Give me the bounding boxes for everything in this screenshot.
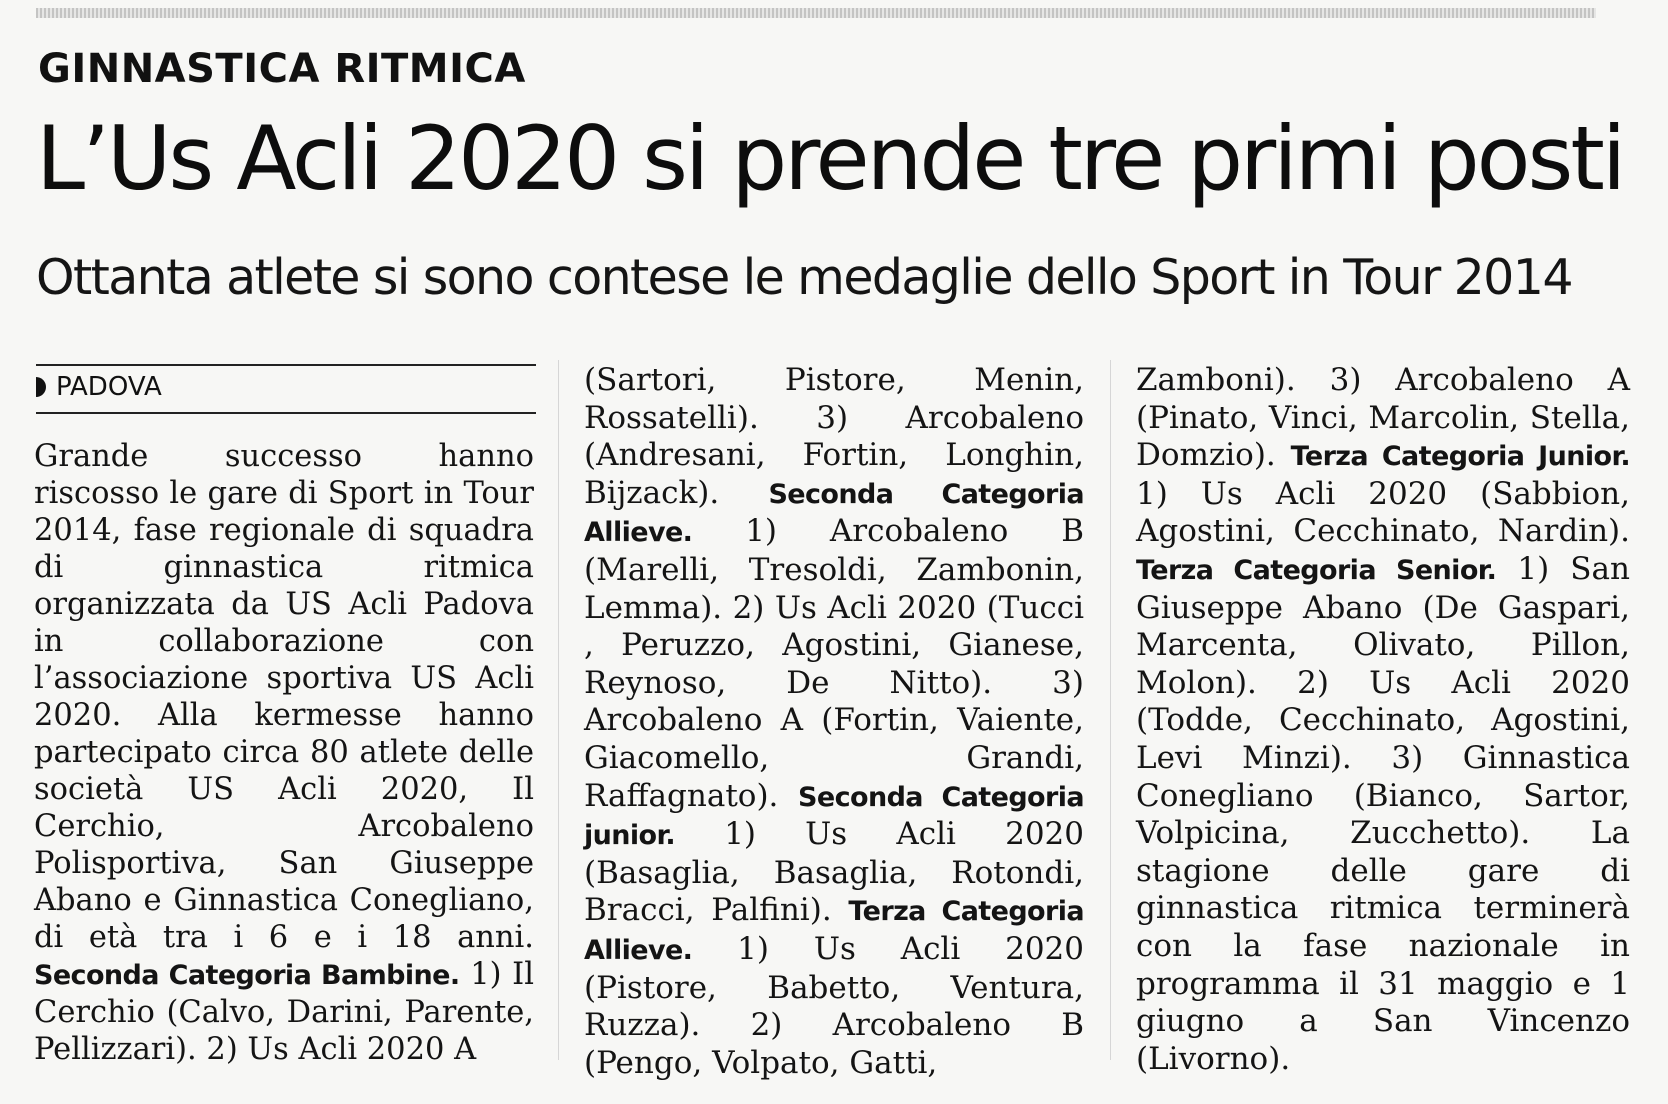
category-results: 1) Us Acli 2020 (Sabbion, Agostini, Cecchinato, Nardin).: [1136, 475, 1630, 550]
category-results: 1) Us Acli 2020 (Pistore, Babetto, Ventura, Ruzza). 2) Arcobaleno B (Pengo, Volpato, Gatti,: [584, 930, 1084, 1081]
subheadline: Ottanta atlete si sono contese le medaglie dello Sport in Tour 2014: [36, 249, 1572, 306]
dateline-marker-icon: [36, 377, 46, 397]
category-heading: Seconda Categoria Allieve.: [584, 478, 1084, 549]
article-column-3: [1136, 362, 1630, 1078]
category-heading: Terza Categoria Allieve.: [584, 896, 1084, 966]
category-heading: Seconda Categoria Bambine.: [34, 960, 460, 991]
dateline-city: PADOVA: [56, 372, 162, 402]
article-column-2: [584, 362, 1084, 1082]
dateline-rule-top: [36, 364, 536, 366]
scan-edge: [36, 8, 1596, 18]
column-divider: [1110, 360, 1111, 1060]
category-results: 1) Arcobaleno B (Marelli, Tresoldi, Zambonin, Lemma). 2) Us Acli 2020 (Tucci , Peruzzo, Agostini, Gianese, Reynoso, De Nitto). 3) Arcobaleno A (Fortin, Vaiente, Giacomello, Grandi, Raffagnato).: [584, 513, 1084, 814]
category-heading: Seconda Categoria junior.: [584, 781, 1084, 852]
category-results: 1) Il Cerchio (Calvo, Darini, Parente, Pellizzari). 2) Us Acli 2020 A: [34, 957, 534, 1067]
headline: L’Us Acli 2020 si prende tre primi posti: [36, 107, 1624, 210]
category-heading: Terza Categoria Junior.: [1290, 441, 1630, 473]
dateline: [36, 372, 162, 402]
continued-results: Zamboni). 3) Arcobaleno A (Pinato, Vinci, Marcolin, Stella, Domzio).: [1136, 362, 1630, 474]
intro-text: Grande successo hanno riscosso le gare di Sport in Tour 2014, fase regionale di squadra di ginnastica ritmica organizzata da US Acli Padova in collaborazione con l’associazione sportiva US Acli 2020. Alla kermesse hanno partecipato circa 80 atlete delle società US Acli 2020, Il Cerchio, Arcobaleno Polisportiva, San Giuseppe Abano e Ginnastica Conegliano, di età tra i 6 e i 18 anni.: [34, 439, 534, 955]
continued-results: (Sartori, Pistore, Menin, Rossatelli). 3) Arcobaleno (Andresani, Fortin, Longhin, Bijzack).: [584, 362, 1084, 511]
category-results: 1) San Giuseppe Abano (De Gaspari, Marcenta, Olivato, Pillon, Molon). 2) Us Acli 2020 (Todde, Cecchinato, Agostini, Levi Minzi). 3) Ginnastica Conegliano (Bianco, Sartor, Volpicina, Zucchetto). La stagione delle gare di ginnastica ritmica terminerà con la fase nazionale in programma il 31 maggio e 1 giugno a San Vincenzo (Livorno).: [1136, 550, 1630, 1077]
results-paragraph: [1136, 362, 1630, 1078]
column-divider: [558, 360, 559, 1060]
dateline-rule-bottom: [36, 412, 536, 414]
category-results: 1) Us Acli 2020 (Basaglia, Basaglia, Rotondi, Bracci, Palfini).: [584, 816, 1084, 929]
article-column-1: [34, 438, 534, 1068]
results-paragraph: [584, 362, 1084, 1082]
intro-paragraph: [34, 438, 534, 1068]
section-kicker: GINNASTICA RITMICA: [38, 46, 526, 92]
category-heading: Terza Categoria Senior.: [1136, 554, 1497, 586]
